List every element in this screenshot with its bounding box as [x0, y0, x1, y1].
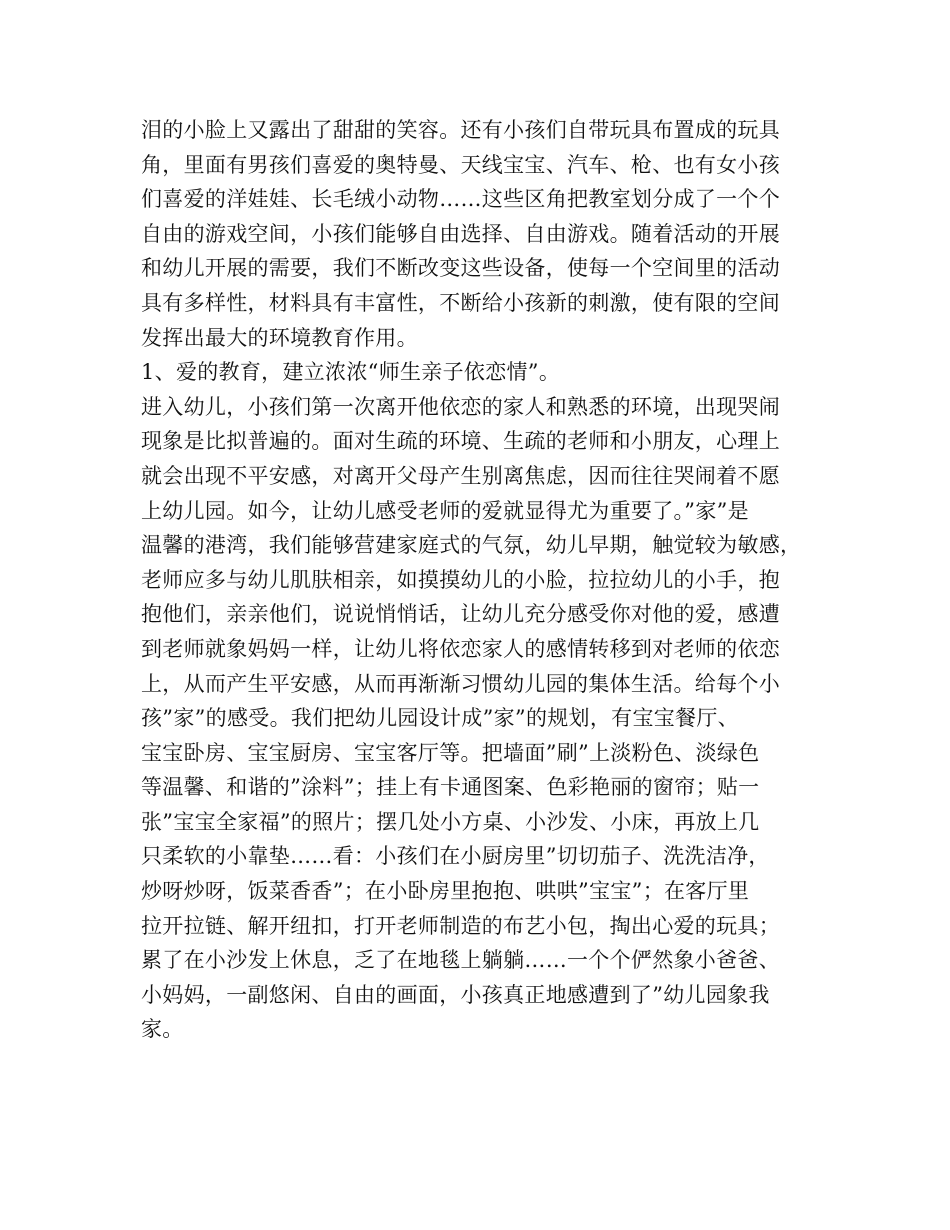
- text-line-4: 自由的游戏空间，小孩们能够自由选择、自由游戏。随着活动的开展: [141, 221, 780, 246]
- text-line-5: 和幼儿开展的需要，我们不断改变这些设备，使每一个空间里的活动: [141, 256, 780, 281]
- text-line-12: 上幼儿园。如今，让幼儿感受老师的爱就显得尤为重要了。”家”是: [141, 498, 749, 523]
- text-line-14: 老师应多与幼儿肌肤相亲，如摸摸幼儿的小脸，拉拉幼儿的小手，抱: [141, 567, 780, 592]
- text-line-25: 累了在小沙发上休息，乏了在地毯上躺躺……一个个俨然象小爸爸、: [141, 948, 780, 973]
- text-line-9: 进入幼儿，小孩们第一次离开他依恋的家人和熟悉的环境，出现哭闹: [141, 394, 780, 419]
- text-line-20: 等温馨、和谐的”涂料”；挂上有卡通图案、色彩艳丽的窗帘；贴一: [141, 775, 760, 800]
- text-line-1: 泪的小脸上又露出了甜甜的笑容。还有小孩们自带玩具布置成的玩具: [141, 118, 780, 142]
- text-line-15: 抱他们，亲亲他们，说说悄悄话，让幼儿充分感受你对他的爱，感遭: [141, 602, 780, 627]
- text-line-26: 小妈妈，一副悠闲、自由的画面，小孩真正地感遭到了”幼儿园象我: [141, 982, 770, 1007]
- text-line-21: 张”宝宝全家福”的照片；摆几处小方桌、小沙发、小床，再放上几: [141, 809, 760, 834]
- text-line-2: 角，里面有男孩们喜爱的奥特曼、天线宝宝、汽车、枪、也有女小孩: [141, 152, 780, 177]
- text-line-27: 家。: [141, 1017, 184, 1042]
- text-line-24: 拉开拉链、解开纽扣，打开老师制造的布艺小包，掏出心爱的玩具；: [141, 913, 780, 938]
- text-line-23: 炒呀炒呀，饭菜香香”；在小卧房里抱抱、哄哄”宝宝”；在客厅里: [141, 879, 750, 904]
- text-line-11: 就会出现不平安感，对离开父母产生别离焦虑，因而往往哭闹着不愿: [141, 463, 780, 488]
- text-line-3: 们喜爱的洋娃娃、长毛绒小动物……这些区角把教室划分成了一个个: [141, 187, 780, 212]
- text-line-22: 只柔软的小靠垫……看：小孩们在小厨房里”切切茄子、洗洗洁净，: [141, 844, 770, 869]
- text-line-18: 孩”家”的感受。我们把幼儿园设计成”家”的规划，有宝宝餐厅、: [141, 706, 739, 731]
- text-line-17: 上，从而产生平安感，从而再渐渐习惯幼儿园的集体生活。给每个小: [141, 671, 780, 696]
- text-line-13: 温馨的港湾，我们能够营建家庭式的气氛，幼儿早期，触觉较为敏感，: [141, 533, 802, 558]
- section-heading: 1、爱的教育，建立浓浓“师生亲子依恋情”。: [141, 360, 561, 385]
- document-body: [141, 113, 825, 1047]
- text-line-6: 具有多样性，材料具有丰富性，不断给小孩新的刺激，使有限的空间: [141, 290, 780, 315]
- text-line-19: 宝宝卧房、宝宝厨房、宝宝客厅等。把墙面”刷”上淡粉色、淡绿色: [141, 740, 760, 765]
- text-line-10: 现象是比拟普遍的。面对生疏的环境、生疏的老师和小朋友，心理上: [141, 429, 780, 454]
- text-line-16: 到老师就象妈妈一样，让幼儿将依恋家人的感情转移到对老师的依恋: [141, 636, 780, 661]
- text-line-7: 发挥出最大的环境教育作用。: [141, 325, 418, 350]
